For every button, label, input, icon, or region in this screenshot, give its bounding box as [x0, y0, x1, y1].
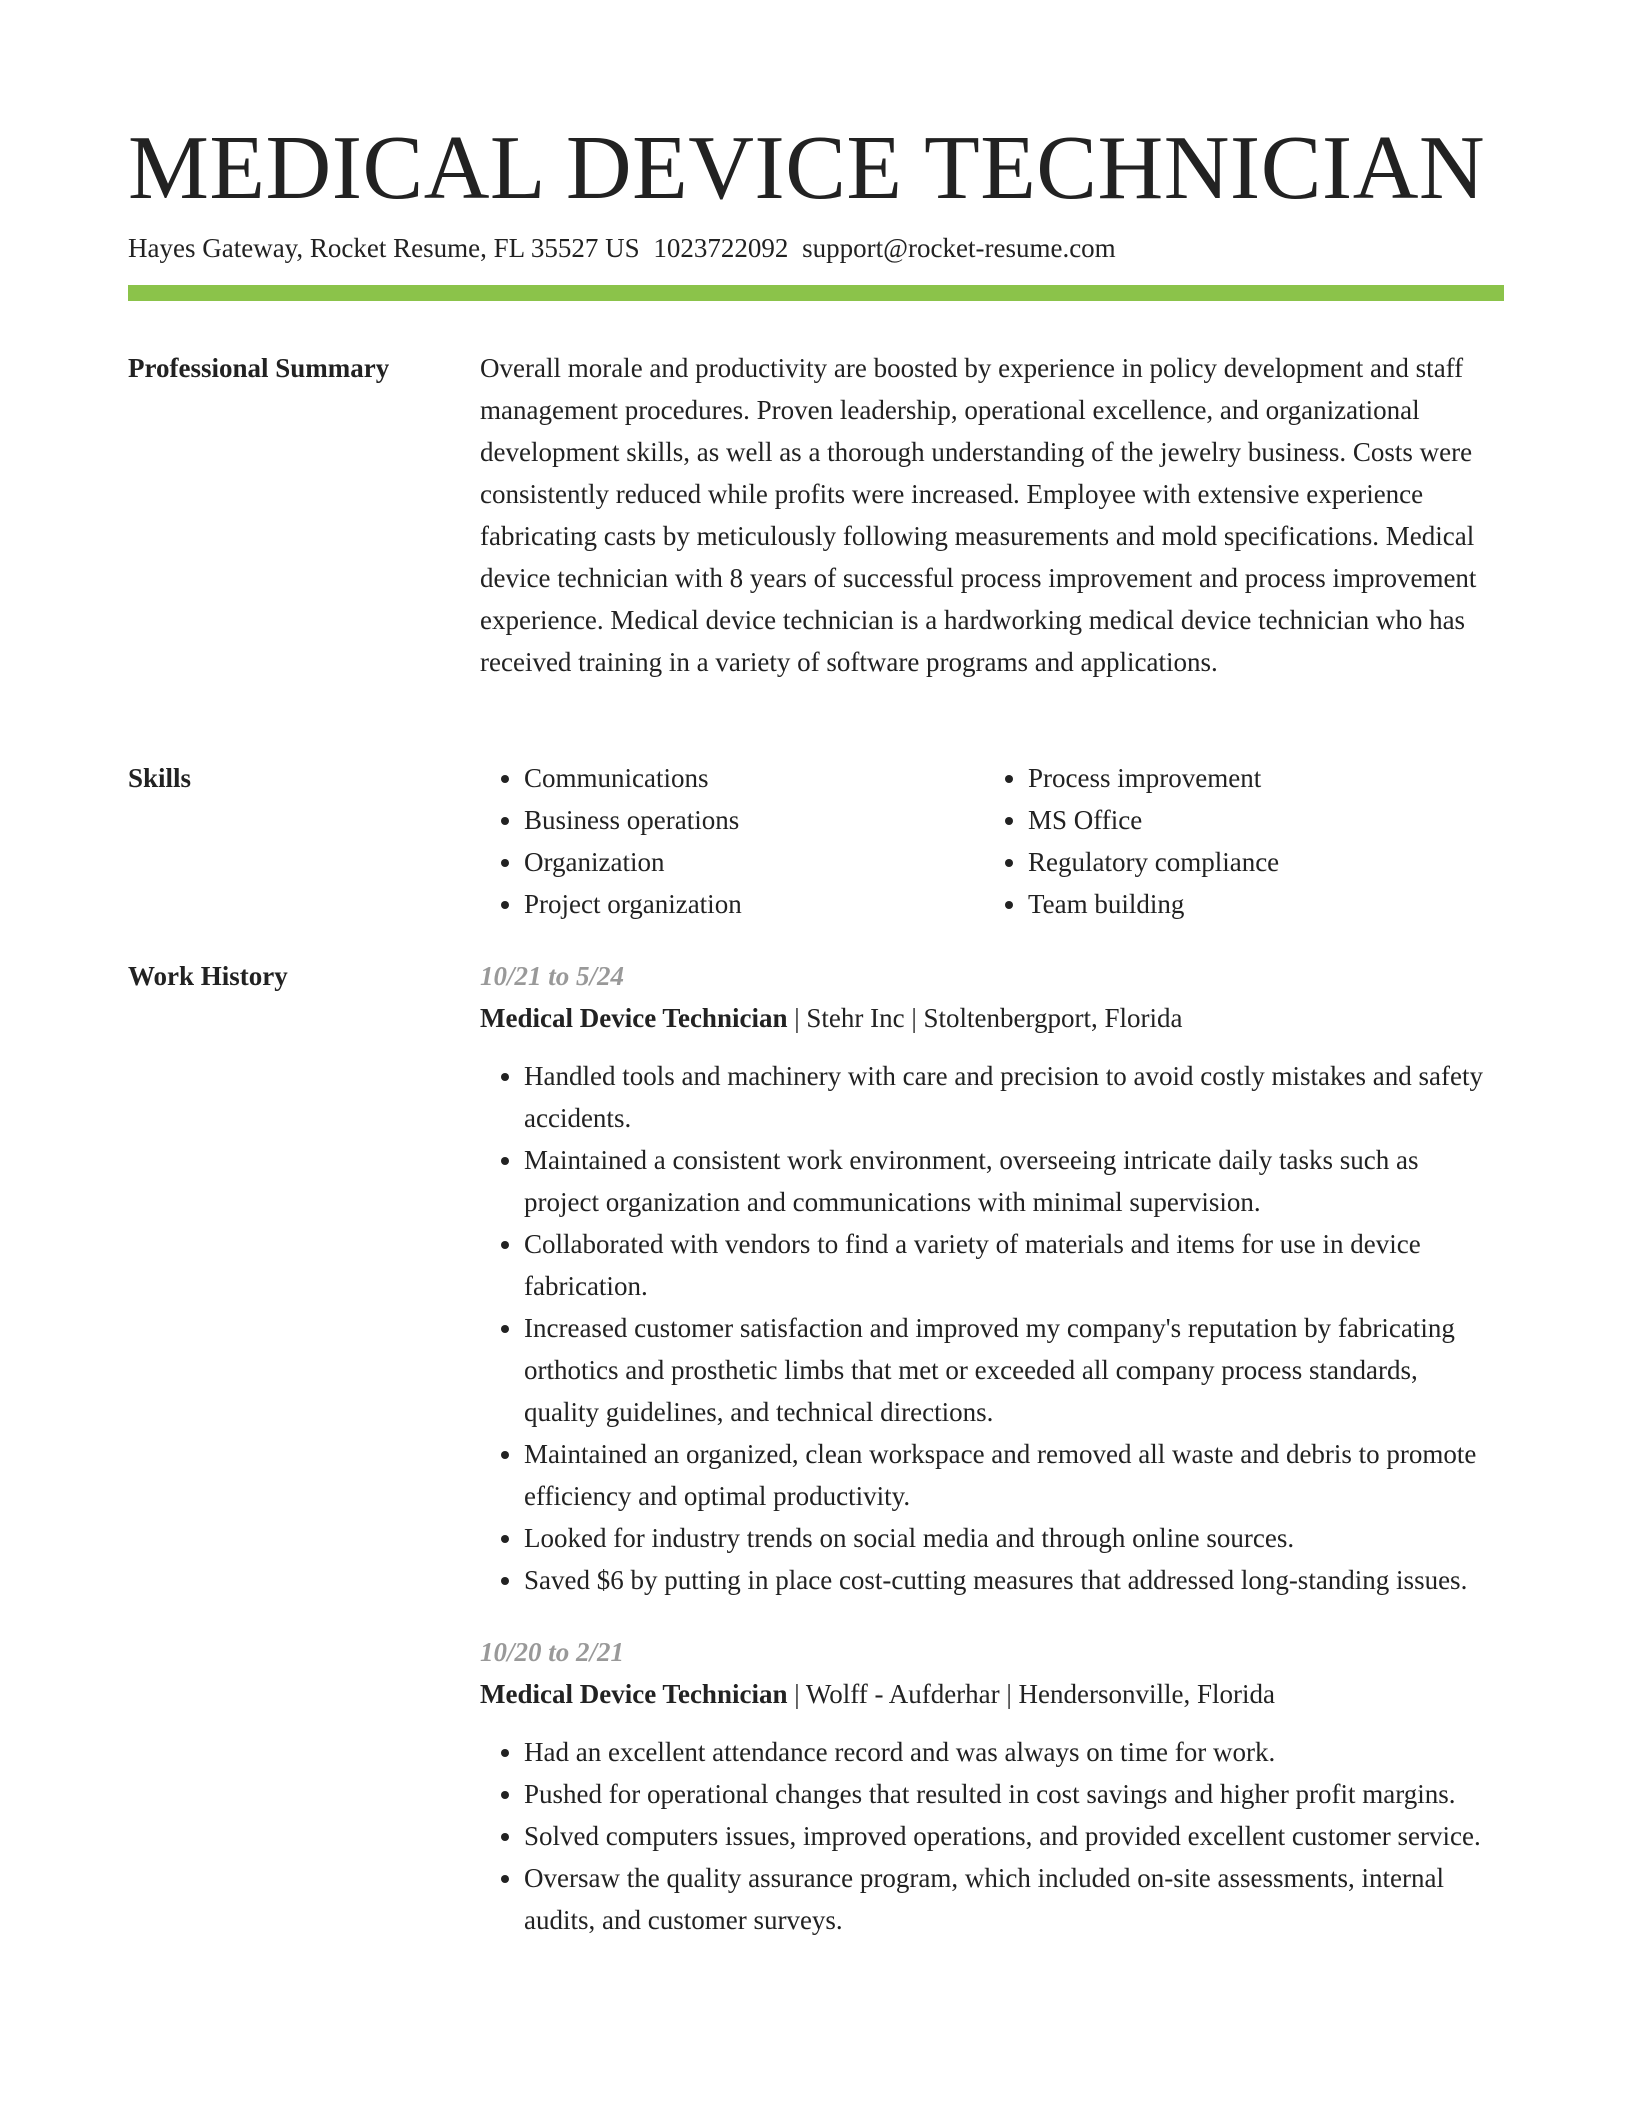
skill-item: • Team building [1028, 883, 1488, 925]
job-bullet: • Looked for industry trends on social media and through online sources. [524, 1517, 1504, 1559]
contact-email: support@rocket-resume.com [802, 233, 1116, 263]
job-bullet: • Oversaw the quality assurance program, which included on-site assessments, internal audits, and customer surveys. [524, 1857, 1504, 1941]
contact-phone: 1023722092 [653, 233, 789, 263]
job-details: | Wolff - Aufderhar | Hendersonville, Florida [787, 1679, 1275, 1709]
job-dates: 10/21 to 5/24 [480, 961, 625, 991]
skills-heading: Skills [128, 763, 192, 793]
job-bullet: • Increased customer satisfaction and improved my company's reputation by fabricating orthotics and prosthetic limbs that met or exceeded all company process standards, quality guidelines, and technical directions. [524, 1307, 1504, 1433]
summary-body [480, 347, 1504, 683]
job-bullet: • Pushed for operational changes that resulted in cost savings and higher profit margins. [524, 1773, 1504, 1815]
job-header [480, 997, 1504, 1039]
contact-line [128, 230, 1116, 266]
job-bullet: • Had an excellent attendance record and was always on time for work. [524, 1731, 1504, 1773]
summary-text: Overall morale and productivity are boosted by experience in policy development and staff management procedures. Proven leadership, operational excellence, and organizational development skills, as well as a thorough understanding of the jewelry business. Costs were consistently reduced while profits were increased. Employee with extensive experience fabricating casts by meticulously following measurements and mold specifications. Medical device technician with 8 years of successful process improvement and process improvement experience. Medical device technician is a hardworking medical device technician who has received training in a variety of software programs and applications. [480, 353, 1477, 677]
skill-item: • Organization [524, 841, 984, 883]
skills-list-right [984, 757, 1488, 925]
job-header [480, 1673, 1504, 1715]
job-title: Medical Device Technician [480, 1003, 788, 1033]
contact-address: Hayes Gateway, Rocket Resume, FL 35527 US [128, 233, 640, 263]
job-bullet: • Maintained an organized, clean workspace and removed all waste and debris to promote efficiency and optimal productivity. [524, 1433, 1504, 1517]
work-history-body [480, 955, 1504, 1971]
work-history-heading: Work History [128, 961, 288, 991]
summary-heading: Professional Summary [128, 353, 390, 383]
job-dates: 10/20 to 2/21 [480, 1637, 625, 1667]
skills-body [480, 757, 1504, 925]
skill-item: • Communications [524, 757, 984, 799]
skill-item: • Regulatory compliance [1028, 841, 1488, 883]
job-entry [480, 1631, 1504, 1941]
job-title: Medical Device Technician [480, 1679, 788, 1709]
skills-grid [480, 757, 1504, 925]
skill-item: • MS Office [1028, 799, 1488, 841]
job-details: | Stehr Inc | Stoltenbergport, Florida [787, 1003, 1183, 1033]
job-bullet-list [480, 1055, 1504, 1601]
job-bullet: • Handled tools and machinery with care and precision to avoid costly mistakes and safety accidents. [524, 1055, 1504, 1139]
skill-item: • Process improvement [1028, 757, 1488, 799]
skill-item: • Business operations [524, 799, 984, 841]
job-entry [480, 955, 1504, 1601]
header-divider [128, 285, 1504, 301]
skills-list-left [480, 757, 984, 925]
job-bullet: • Collaborated with vendors to find a variety of materials and items for use in device fabrication. [524, 1223, 1504, 1307]
job-bullet-list [480, 1731, 1504, 1941]
skill-item: • Project organization [524, 883, 984, 925]
job-bullet: • Saved $6 by putting in place cost-cutting measures that addressed long-standing issues. [524, 1559, 1504, 1601]
job-bullet: • Solved computers issues, improved operations, and provided excellent customer service. [524, 1815, 1504, 1857]
job-bullet: • Maintained a consistent work environment, overseeing intricate daily tasks such as project organization and communications with minimal supervision. [524, 1139, 1504, 1223]
resume-name: MEDICAL DEVICE TECHNICIAN [128, 117, 1486, 218]
